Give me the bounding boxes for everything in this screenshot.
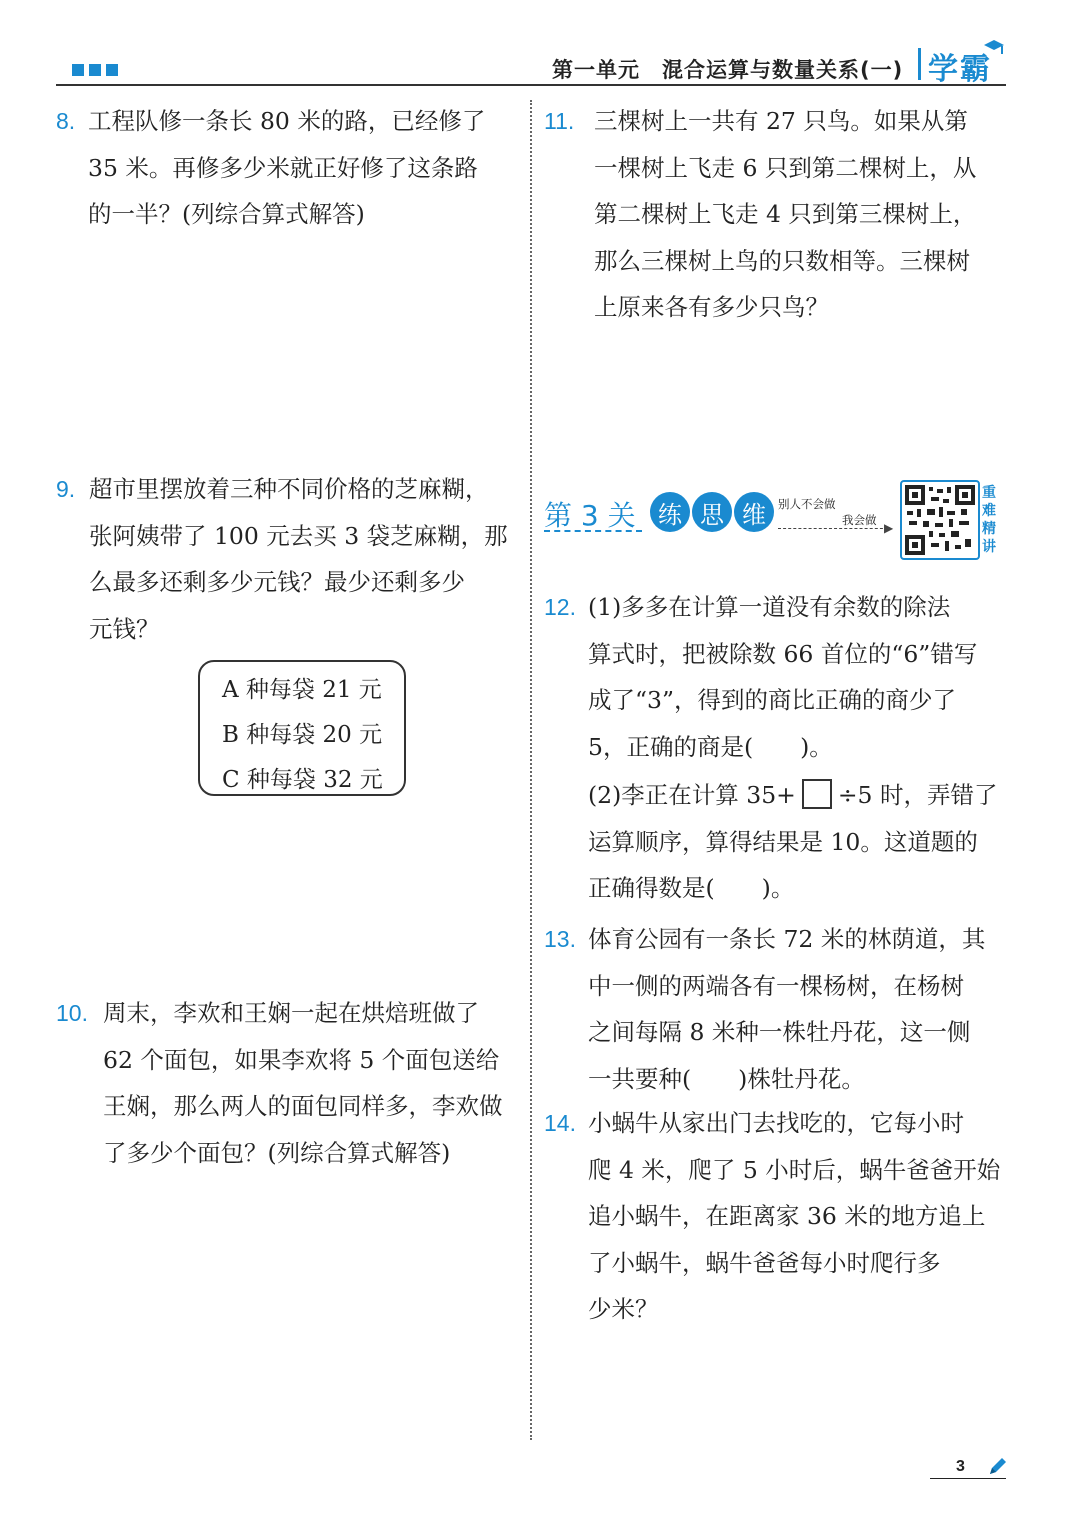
question-text-line: 第二棵树上飞走 4 只到第三棵树上， — [594, 200, 977, 228]
question-text-line: 张阿姨带了 100 元去买 3 袋芝麻糊，那 — [89, 521, 508, 550]
qr-label-char: 讲 — [982, 539, 996, 555]
question-text-line: 小蜗牛从家出门去找吃的，它每小时 — [588, 1109, 964, 1137]
question-text-line: 5，正确的商是( )。 — [588, 732, 833, 761]
question-number: 11. — [544, 108, 575, 134]
question-8 — [56, 98, 485, 238]
question-text-part: (2)李正在计算 35+ — [588, 781, 796, 809]
qr-label-char: 精 — [982, 521, 996, 537]
question-text-line: 算式时，把被除数 66 首位的“6”错写 — [588, 639, 978, 668]
brand-logo: 学霸 — [928, 52, 992, 87]
price-list-box — [198, 660, 406, 796]
question-9 — [56, 466, 508, 652]
question-text-line: 超市里摆放着三种不同价格的芝麻糊， — [89, 475, 489, 503]
square-icon — [72, 64, 84, 76]
price-item: B 种每袋 20 元 — [222, 722, 383, 748]
unit-title: 第一单元 混合运算与数量关系(一) — [552, 58, 904, 82]
square-icon — [89, 64, 101, 76]
question-11 — [544, 98, 976, 331]
question-text-line: 成了“3”，得到的商比正确的商少了 — [588, 686, 956, 714]
question-number: 12. — [544, 594, 576, 620]
question-text-line: 一共要种( )株牡丹花。 — [588, 1064, 865, 1093]
section-title-char: 练 — [650, 492, 690, 532]
question-14 — [544, 1100, 1000, 1333]
price-item: A 种每袋 21 元 — [222, 677, 382, 703]
question-text-line: 35 米。再修多少米就正好修了这条路 — [88, 153, 478, 182]
question-text-line: 那么三棵树上鸟的只数相等。三棵树 — [594, 246, 970, 275]
section-underline — [544, 530, 642, 532]
question-text-line: 体育公园有一条长 72 米的林荫道，其 — [588, 925, 986, 953]
question-number: 13. — [544, 926, 576, 952]
question-number: 8. — [56, 108, 76, 134]
qr-label-char: 难 — [982, 503, 996, 519]
section-title-char: 思 — [692, 492, 732, 532]
section-slogan: 我会做 — [842, 513, 877, 527]
page-number-rule — [930, 1478, 1006, 1479]
square-icon — [106, 64, 118, 76]
qr-code[interactable] — [900, 480, 980, 560]
price-item: C 种每袋 32 元 — [222, 767, 383, 793]
arrow-right-icon: ▶ — [884, 521, 894, 535]
question-text-line: 了小蜗牛，蜗牛爸爸每小时爬行多 — [588, 1248, 941, 1277]
header-separator — [918, 48, 921, 80]
question-text-line: 追小蜗牛，在距离家 36 米的地方追上 — [588, 1202, 986, 1230]
question-text-line: (1)多多在计算一道没有余数的除法 — [588, 593, 951, 621]
question-text-line: 之间每隔 8 米种一株牡丹花，这一侧 — [588, 1018, 971, 1046]
question-text-line: 爬 4 米，爬了 5 小时后，蜗牛爸爸开始 — [588, 1155, 1001, 1184]
question-text-line: 工程队修一条长 80 米的路，已经修了 — [88, 107, 486, 135]
question-text-line: 元钱？ — [89, 614, 160, 643]
answer-blank-box[interactable] — [802, 779, 832, 809]
question-12 — [544, 584, 997, 912]
question-text-line: 三棵树上一共有 27 只鸟。如果从第 — [594, 107, 968, 135]
question-text-line: 少米？ — [588, 1295, 659, 1323]
question-text-line: 么最多还剩多少元钱？最少还剩多少 — [89, 568, 465, 596]
graduation-cap-icon — [982, 38, 1006, 58]
question-text-line: 上原来各有多少只鸟？ — [594, 293, 829, 321]
question-text-line — [588, 772, 997, 819]
question-number: 9. — [56, 476, 76, 502]
qr-label — [982, 484, 1000, 556]
question-text-line: 62 个面包，如果李欢将 5 个面包送给 — [103, 1045, 500, 1074]
page-number: 3 — [956, 1458, 965, 1475]
header-rule — [56, 84, 1006, 86]
question-number: 10. — [56, 1000, 88, 1026]
question-text-line: 运算顺序，算得结果是 10。这道题的 — [588, 827, 978, 856]
qr-label-char: 重 — [982, 485, 996, 501]
question-text-line: 的一半？(列综合算式解答) — [88, 200, 365, 228]
question-text-line: 一棵树上飞走 6 只到第二棵树上，从 — [594, 153, 977, 182]
question-number: 14. — [544, 1110, 576, 1136]
question-text-part: ÷5 时，弄错了 — [837, 781, 998, 809]
question-text-line: 中一侧的两端各有一棵杨树，在杨树 — [588, 971, 964, 1000]
qr-code-icon — [905, 485, 975, 555]
question-13 — [544, 916, 985, 1102]
question-text-line: 了多少个面包？(列综合算式解答) — [103, 1138, 451, 1167]
section-level-label: 第 3 关 — [544, 499, 636, 532]
question-text-line: 王娴，那么两人的面包同样多，李欢做 — [103, 1092, 503, 1120]
section-title-char: 维 — [734, 492, 774, 532]
section-slogan: 别人不会做 — [778, 497, 836, 511]
header-decoration-squares — [72, 64, 118, 76]
section-title-badges — [650, 492, 774, 532]
question-text-line: 正确得数是( )。 — [588, 874, 795, 902]
question-text-line: 周末，李欢和王娴一起在烘焙班做了 — [103, 999, 479, 1027]
question-10 — [56, 990, 503, 1176]
pencil-icon — [986, 1456, 1008, 1478]
slogan-dashed-line — [778, 528, 888, 529]
column-divider — [530, 100, 532, 1440]
